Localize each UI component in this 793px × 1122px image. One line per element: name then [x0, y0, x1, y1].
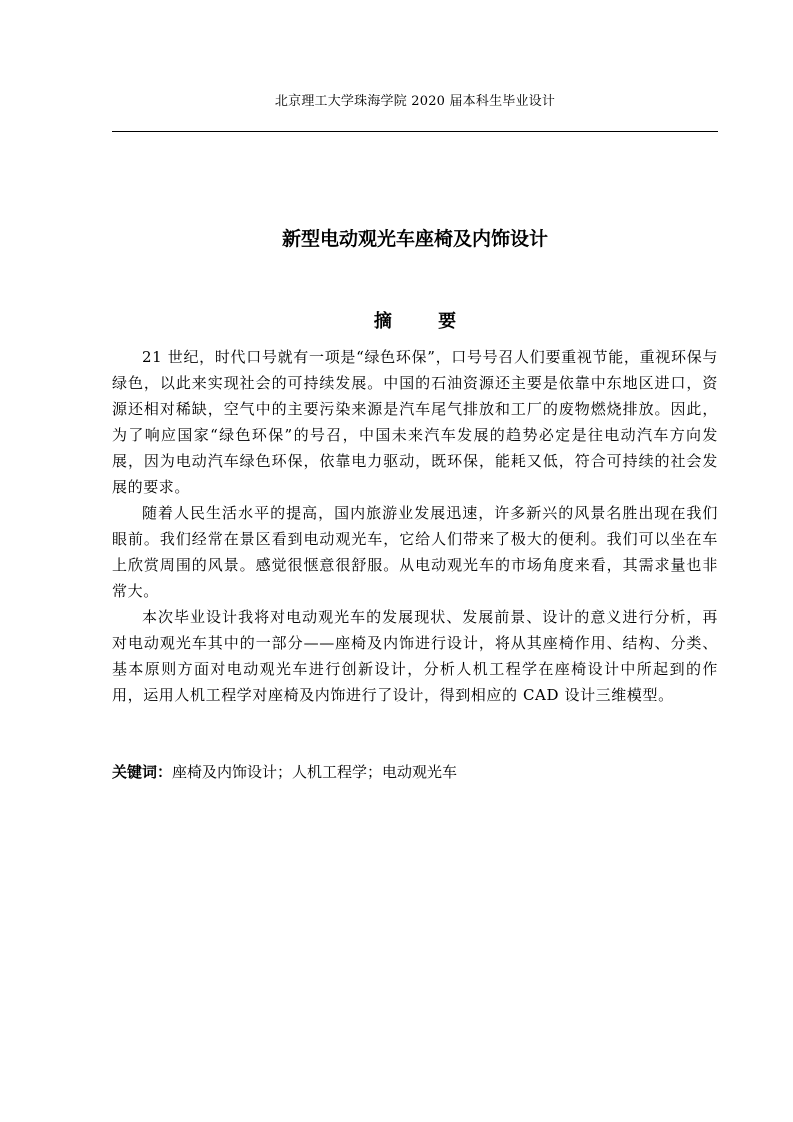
keywords-line [112, 759, 718, 785]
abstract-paragraph-3: 本次毕业设计我将对电动观光车的发展现状、发展前景、设计的意义进行分析，再对电动观光车其中的一部分——座椅及内饰进行设计，将从其座椅作用、结构、分类、基本原则方面对电动观光车进行创新设计，分析人机工程学在座椅设计中所起到的作用，运用人机工程学对座椅及内饰进行了设计，得到相应的 CAD 设计三维模型。 [112, 608, 718, 704]
keywords-text: 座椅及内饰设计；人机工程学；电动观光车 [172, 763, 458, 781]
abstract-heading: 摘 要 [373, 311, 477, 332]
abstract-body [112, 344, 718, 708]
header-rule [112, 131, 718, 132]
document-title: 新型电动观光车座椅及内饰设计 [281, 228, 548, 250]
abstract-paragraph-2: 随着人民生活水平的提高，国内旅游业发展迅速，许多新兴的风景名胜出现在我们眼前。我们经常在景区看到电动观光车，它给人们带来了极大的便利。我们可以坐在车上欣赏周围的风景。感觉很惬意很舒服。从电动观光车的市场角度来看，其需求量也非常大。 [112, 504, 718, 600]
abstract-paragraph-1: 21 世纪，时代口号就有一项是“绿色环保”，口号号召人们要重视节能，重视环保与绿色，以此来实现社会的可持续发展。中国的石油资源还主要是依靠中东地区进口，资源还相对稀缺，空气中的主要污染来源是汽车尾气排放和工厂的废物燃烧排放。因此，为了响应国家“绿色环保”的号召，中国未来汽车发展的趋势必定是往电动汽车方向发展，因为电动汽车绿色环保，依靠电力驱动，既环保，能耗又低，符合可持续的社会发展的要求。 [112, 348, 718, 496]
keywords-label: 关键词： [112, 763, 173, 781]
page-header: 北京理工大学珠海学院 2020 届本科生毕业设计 [274, 94, 556, 109]
